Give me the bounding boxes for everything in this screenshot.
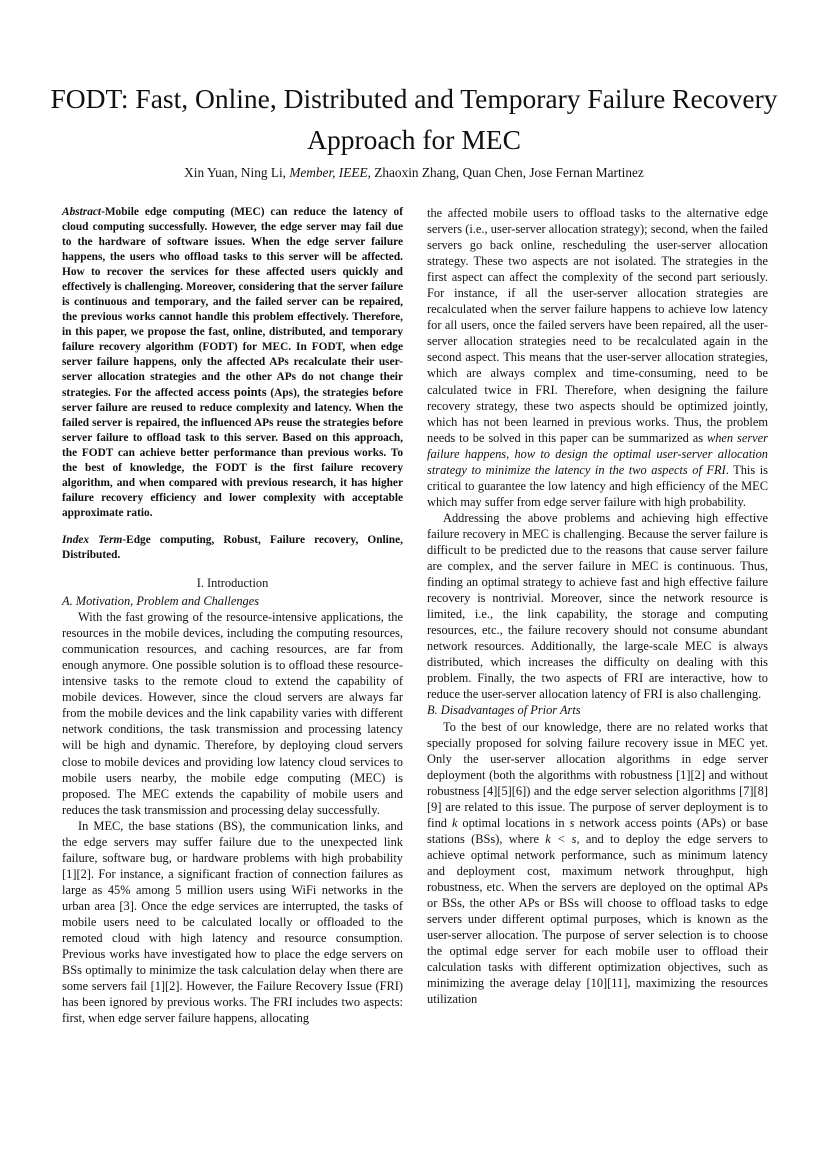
inequality-k-less-s: k < s [545, 831, 577, 846]
paragraph-5-text-d: , and to deploy the edge servers to achieve optimal network performance, such as minimum latency and deployment cost, maximum network throughput, high robustness, etc. When the servers are deployed on the optimal APs or BSs, the other APs or BSs will choose to offload tasks to edge servers under different optimal purposes, which is known as the user-server allocation. The purpose of server selection is to choose the optimal edge server for each mobile user to offload their calculation tasks with different optimization objectives, such as minimizing the average delay [10][11], maximizing the resources utilization [427, 831, 768, 1007]
paragraph-3 [427, 205, 768, 510]
paragraph-5-text-c: network access points (APs) or base stations (BSs), where [427, 815, 769, 846]
problem-statement: when server failure happens, how to design the optimal user-server allocation strategy to minimize the latency in the two aspects of FRI [427, 430, 769, 477]
paragraph-5 [427, 719, 768, 1008]
paragraph-1: With the fast growing of the resource-intensive applications, the resources in the mobile devices, including the computing resources, communication resources, and caching resources, are far from enough anymore. One possible solution is to offload these resource-intensive tasks to the remote cloud to extend the capability of mobile devices. However, since the cloud servers are always far from the mobile devices and the link capability varies with different network conditions, the task transmission and processing latency will be high and dynamic. Therefore, by deploying cloud servers close to mobile devices and providing low latency cloud services to mobile users nearby, the mobile edge computing (MEC) is proposed. The MEC extends the capability of mobile users and reduces the task transmission and processing delay successfully. [62, 610, 403, 817]
paragraph-2: In MEC, the base stations (BS), the communication links, and the edge servers may suffer failure due to the unexpected link failure, software bug, or hardware problems with high probability [1][2]. For instance, a significant fraction of connection failures as large as 45% among 5 million users using WiFi networks in the urban area [3]. Once the edge services are interrupted, the tasks of mobile users need to be calculated locally or offloaded to the remoted cloud with high latency and resource consumption. Previous works have investigated how to place the edge servers on BSs optimally to minimize the task calculation delay when there are some servers fail [1][2]. However, the Failure Recovery Issue (FRI) has been ignored by previous works. The FRI includes two aspects: first, when edge server failure happens, allocating [62, 818, 403, 1026]
paragraph-3-text-a: the affected mobile users to offload tasks to the alternative edge servers (i.e., user-server allocation strategy); second, when the failed servers go back online, rescheduling the user-server allocation strategy. These two aspects are not isolated. The strategies in the first aspect can affect the complexity of the second part seriously. For instance, if all the user-server allocation strategies are recalculated when the server failure happens to achieve low latency for all users, once the failed servers have been repaired, all the user-server allocation strategies need to be recalculated again in the second aspect. This means that the user-server allocation strategies, which are always complex and time-consuming, need to be calculated twice in FRI. Therefore, when designing the failure recovery strategy, these two aspects should be optimized jointly, which has not been learned in previous works. Thus, the problem needs to be solved in this paper can be summarized as [427, 206, 768, 445]
authors-text: Xin Yuan, Ning Li, [184, 165, 290, 180]
left-column [62, 205, 403, 1026]
right-column [427, 205, 768, 1007]
paragraph-4: Addressing the above problems and achieving high effective failure recovery in MEC is challenging. Because the server failure is difficult to be predicted due to the reasons that cause server failure are complex, and the server failure in MEC is continuous. Thus, finding an optimal strategy to achieve fast and high effective failure recovery is nontrivial. Moreover, since the network resource is limited, i.e., the link capability, the storage and computing resources, etc., the failure recovery should not consume abundant network resources. Additionally, the large-scale MEC is always distributed, which increases the difficulty on dealing with this problem. Finally, the two aspects of FRI are interactive, how to reduce the user-server allocation latency of FRI is also challenging. [427, 510, 768, 702]
paragraph-3-text-b: . This is critical to guarantee the low latency and high efficiency of the MEC which may suffer from edge server failure with high probability. [427, 462, 768, 509]
index-terms-text: -Edge computing, Robust, Failure recovery, Online, Distributed. [62, 534, 403, 561]
abstract-access-points: access points [197, 385, 267, 399]
abstract-text-1: -Mobile edge computing (MEC) can reduce the latency of cloud computing successfully. However, the edge server may fail due to the hardware of software issues. When the edge server failure happens, the users who offload tasks to this server will be affected. How to recover the services for these affected users quickly and effectively is challenging. Moreover, considering that the server failure is continuous and temporary, and the failed server can be repaired, the previous works cannot handle this problem effectively. Therefore, in this paper, we propose the fast, online, distributed, and temporary failure recovery algorithm (FODT) for MEC. In FODT, when edge server failure happens, only the affected APs recalculate their user-server allocation strategies and the other APs do not change their strategies. For the affected [62, 206, 403, 399]
index-terms-lead: Index Term [62, 534, 123, 546]
variable-k: k [451, 815, 458, 830]
paragraph-5-text-a: To the best of our knowledge, there are no related works that specially proposed for solving failure recovery issue in MEC yet. Only the user-server allocation algorithms in edge server deployment (both the algorithms with robustness [1][2] and without robustness [4][5][6]) and the edge server selection algorithms [7][8][9] are related to this issue. The purpose of server deployment is to find [427, 719, 768, 830]
author-list [40, 164, 788, 182]
subsection-heading-disadvantages: B. Disadvantages of Prior Arts [427, 703, 581, 718]
abstract-text-2: (Aps), the strategies before server failure are reused to reduce complexity and latency. When the failed server is repaired, the influenced APs reuse the strategies before server failure to offload task to this server. Based on this approach, the FODT can achieve better performance than previous works. To the best of knowledge, the FODT is the first failure recovery algorithm, and when compared with previous research, it has higher failure recovery efficiency and lower complexity with acceptable approximate ratio. [62, 387, 403, 519]
variable-s: s [569, 815, 575, 830]
authors-text-rest: , Zhaoxin Zhang, Quan Chen, Jose Fernan Martinez [367, 165, 644, 180]
paragraph-5-text-b: optimal locations in [457, 815, 570, 830]
abstract [62, 205, 403, 521]
section-heading-introduction: I. Introduction [196, 576, 269, 590]
subsection-heading-motivation: A. Motivation, Problem and Challenges [62, 594, 260, 609]
paper-title: FODT: Fast, Online, Distributed and Temporary Failure Recovery Approach for MEC [50, 83, 778, 155]
abstract-lead: Abstract [62, 206, 102, 218]
index-terms [62, 533, 403, 563]
author-membership: Member, IEEE [289, 165, 368, 180]
